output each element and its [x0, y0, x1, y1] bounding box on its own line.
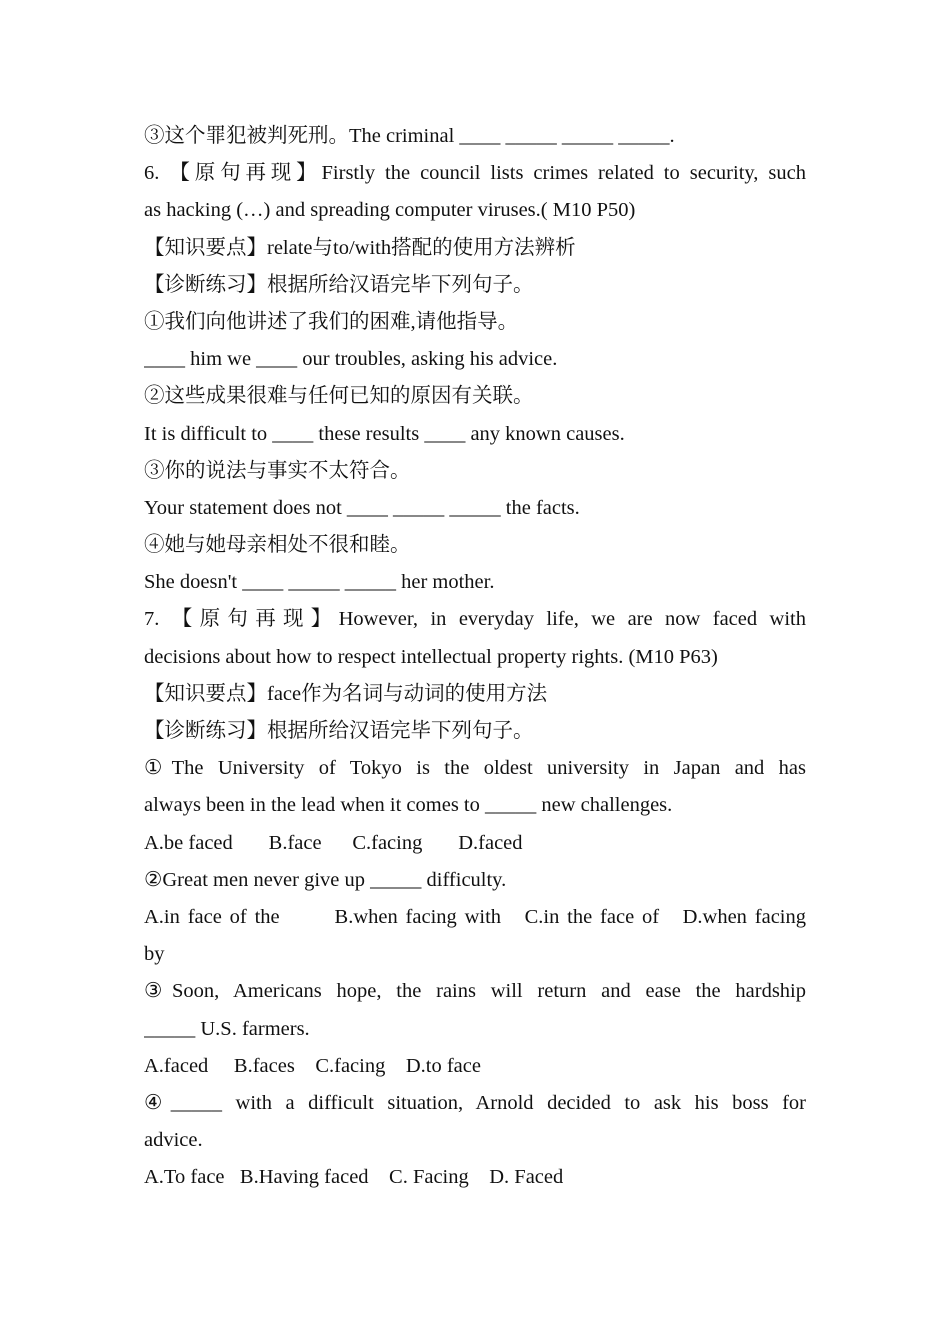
item-7-q1-stem: ①The University of Tokyo is the oldest university in Japan and has	[144, 757, 806, 780]
item-7-exercise-heading: 【诊断练习】根据所给汉语完毕下列句子。	[144, 720, 534, 742]
item-6-original-sentence-cont: as hacking (…) and spreading computer viruses.( M10 P50)	[144, 199, 636, 222]
item-7-q4-stem-cont: advice.	[144, 1129, 203, 1152]
item-7-q3-stem: ③Soon, Americans hope, the rains will return and ease the hardship	[144, 980, 806, 1003]
item-7-q2-options: A.in face of the B.when facing with C.in the face of D.when facing	[144, 905, 806, 928]
item-7-original-sentence: 7. 【原句再现】However, in everyday life, we are now faced with	[144, 608, 806, 631]
item-6-q1-english: ____ him we ____ our troubles, asking his advice.	[144, 348, 558, 371]
item-6-q4-english: She doesn't ____ _____ _____ her mother.	[144, 571, 495, 594]
item-7-q1-stem-cont: always been in the lead when it comes to _____ new challenges.	[144, 794, 673, 817]
item-7-q2-options-cont: by	[144, 943, 165, 966]
item-6-q3-chinese: ③你的说法与事实不太符合。	[144, 459, 411, 482]
item-7-q3-stem-cont: _____ U.S. farmers.	[144, 1017, 310, 1040]
item-6-q4-chinese: ④她与她母亲相处不很和睦。	[144, 534, 411, 557]
item-7-key-point: 【知识要点】face作为名词与动词的使用方法	[144, 682, 548, 705]
item-6-q2-chinese: ②这些成果很难与任何已知的原因有关联。	[144, 385, 534, 408]
item-7-original-sentence-cont: decisions about how to respect intellectual property rights. (M10 P63)	[144, 645, 718, 668]
item-6-q1-chinese: ①我们向他讲述了我们的困难,请他指导。	[144, 310, 519, 333]
sentence-3-translation: ③这个罪犯被判死刑。The criminal ____ _____ _____ _____.	[144, 125, 675, 147]
document-page	[144, 118, 806, 1196]
item-7-q4-stem: ④_____ with a difficult situation, Arnold decided to ask his boss for	[144, 1091, 806, 1114]
item-6-exercise-heading: 【诊断练习】根据所给汉语完毕下列句子。	[144, 273, 534, 296]
item-6-q2-english: It is difficult to ____ these results ____ any known causes.	[144, 422, 625, 445]
item-6-q3-english: Your statement does not ____ _____ _____ the facts.	[144, 496, 580, 519]
item-6-key-point: 【知识要点】relate与to/with搭配的使用方法辨析	[144, 236, 576, 259]
item-7-q3-options: A.faced B.faces C.facing D.to face	[144, 1054, 481, 1077]
item-7-q1-options: A.be faced B.face C.facing D.faced	[144, 831, 523, 854]
item-6-original-sentence: 6. 【原句再现】Firstly the council lists crimes related to security, such	[144, 162, 806, 185]
item-7-q4-options: A.To face B.Having faced C. Facing D. Faced	[144, 1166, 564, 1189]
item-7-q2-stem: ②Great men never give up _____ difficulty.	[144, 868, 507, 891]
